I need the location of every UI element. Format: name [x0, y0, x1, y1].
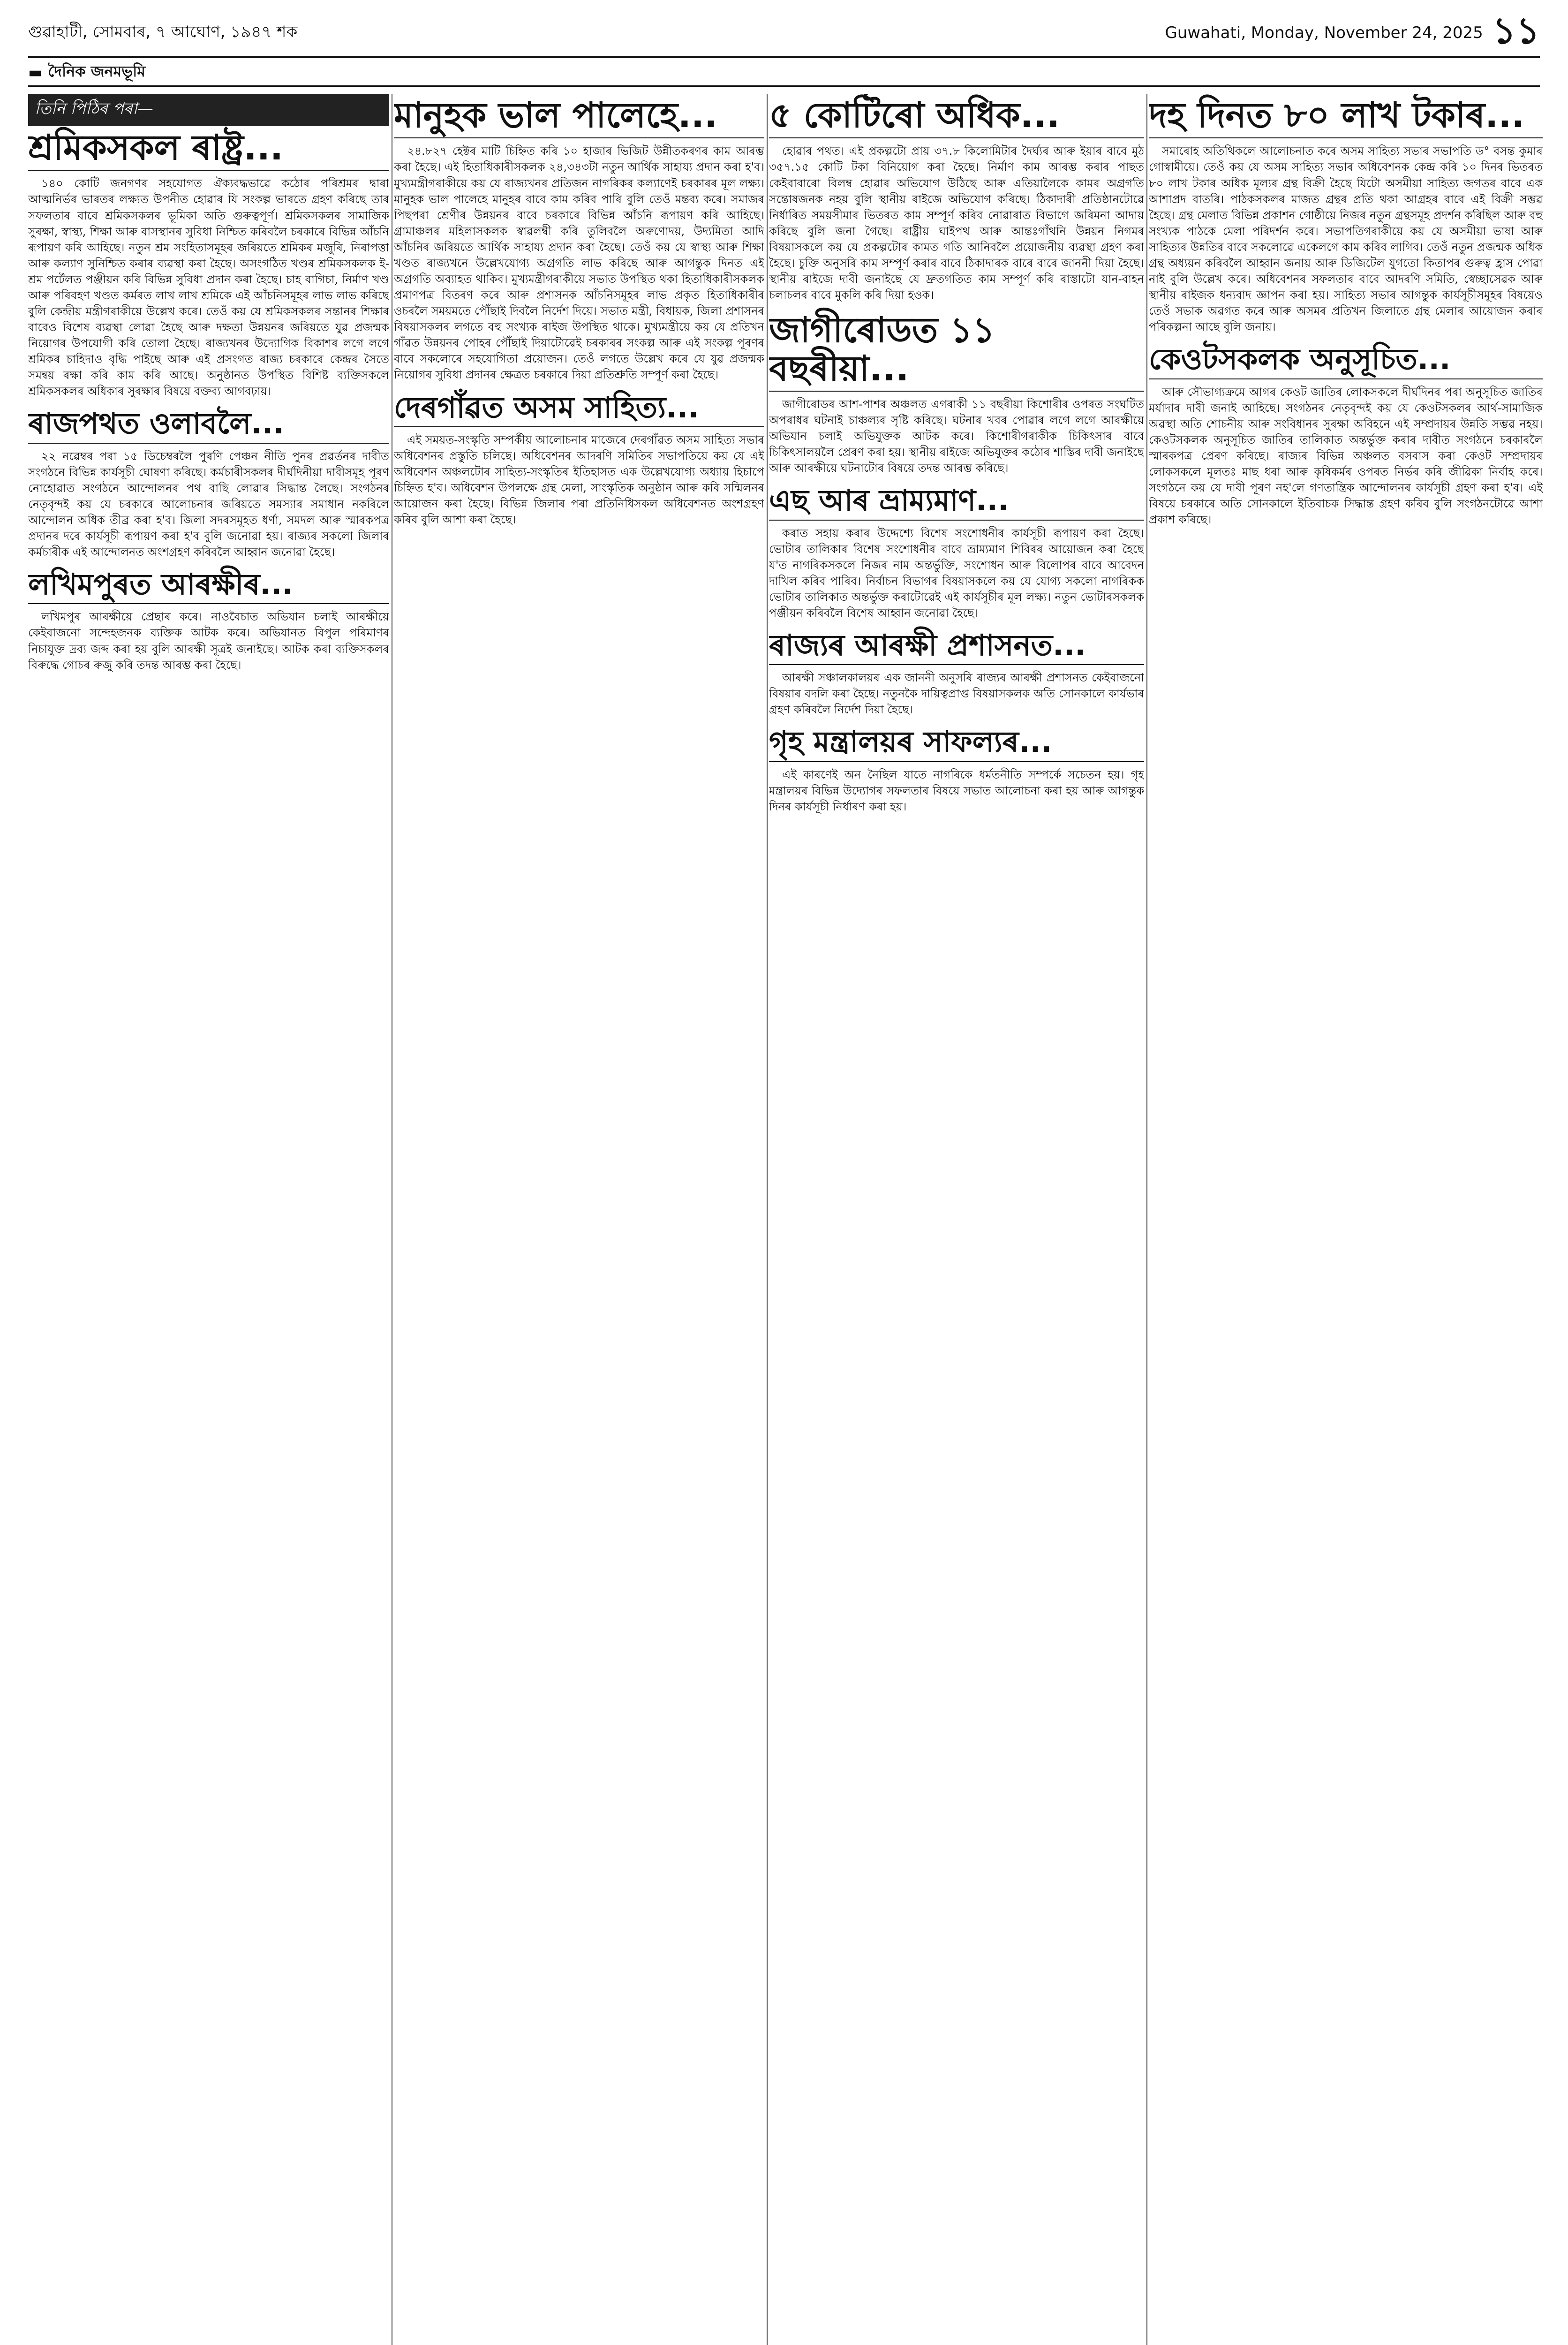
- article-sir-mobile: [769, 484, 1144, 621]
- page-header: [28, 9, 1540, 58]
- article-labourers: [28, 129, 389, 399]
- article-body: আৰক্ষী সঞ্চালকালয়ৰ এক জাননী অনুসৰি ৰাজ্যৰ আৰক্ষী প্ৰশাসনত কেইবাজনো বিষয়াৰ বদলি কৰা হৈছে। নতুনকৈ দায়িত্বপ্ৰাপ্ত বিষয়াসকলক অতি সোনকালে কাৰ্যভাৰ গ্ৰহণ কৰিবলৈ নিৰ্দেশ দিয়া হৈছে।: [769, 671, 1144, 717]
- column-1: [28, 94, 389, 2345]
- article-title: গৃহ মন্ত্ৰালয়ৰ সাফল্যৰ...: [769, 726, 1144, 762]
- article-rally: [28, 408, 389, 560]
- article-police-admin: [769, 629, 1144, 718]
- article-body: ২২ নৱেম্বৰ পৰা ১৫ ডিচেম্বৰলৈ পুৰণি পেঞ্চন নীতি পুনৰ প্ৰৱৰ্তনৰ দাবীত সংগঠনে বিভিন্ন কাৰ্যসূচী ঘোষণা কৰিছে। কৰ্মচাৰীসকলৰ দীৰ্ঘদিনীয়া দাবীসমূহ পূৰণ নোহোৱাত সংগঠনে আন্দোলনৰ পথ বাছি লোৱাৰ সিদ্ধান্ত লৈছে। সংগঠনৰ নেতৃবৃন্দই কয় যে চৰকাৰে আলোচনাৰ জৰিয়তে সমস্যাৰ সমাধান নকৰিলে আন্দোলন অধিক তীব্ৰ কৰা হ'ব। জিলা সদৰসমূহত ধৰ্ণা, সমদল আৰু স্মাৰকপত্ৰ প্ৰদানৰ দৰে কাৰ্যসূচী ৰূপায়ণ কৰা হ'ব বুলি জনোৱা হয়। ৰাজ্যৰ সকলো জিলাৰ কৰ্মচাৰীক এই আন্দোলনত অংশগ্ৰহণ কৰিবলৈ আহ্বান জনোৱা হৈছে।: [28, 449, 389, 559]
- article-body: সমাৰোহ অতিথিকলে আলোচনাত কৰে অসম সাহিত্য সভাৰ সভাপতি ড° বসন্ত কুমাৰ গোস্বামীয়ে। তেওঁ কয় যে অসম সাহিত্য সভাৰ অধিবেশনক কেন্দ্ৰ কৰি ১০ দিনৰ ভিতৰত ৮০ লাখ টকাৰ অধিক মূল্যৰ গ্ৰন্থ বিক্ৰী হৈছে যিটো অসমীয়া সাহিত্য জগতৰ বাবে এক আশাপ্ৰদ বাতৰি। পাঠকসকলৰ মাজত গ্ৰন্থৰ প্ৰতি থকা আগ্ৰহৰ বাবে এই বিক্ৰী সম্ভৱ হৈছে। গ্ৰন্থ মেলাত বিভিন্ন প্ৰকাশন গোষ্ঠীয়ে নিজৰ নতুন গ্ৰন্থসমূহ প্ৰদৰ্শন কৰিছিল আৰু বহু সংখ্যক পাঠকে মেলা পৰিদৰ্শন কৰে। সভাপতিগৰাকীয়ে কয় যে অসমীয়া ভাষা আৰু সাহিত্যৰ উন্নতিৰ বাবে সকলোৱে একেলগে কাম কৰিব লাগিব। তেওঁ নতুন প্ৰজন্মক অধিক গ্ৰন্থ অধ্যয়ন কৰিবলৈ আহ্বান জনায় আৰু ডিজিটেল যুগতো কিতাপৰ গুৰুত্ব হ্ৰাস পোৱা নাই বুলি উল্লেখ কৰে। অধিবেশনৰ সফলতাৰ বাবে আদৰণি সমিতি, স্বেচ্ছাসেৱক আৰু স্থানীয় ৰাইজক ধন্যবাদ জ্ঞাপন কৰা হয়। সাহিত্য সভাৰ আগন্তুক কাৰ্যসূচীসমূহৰ বিষয়েও তেওঁ সভাক অৱগত কৰে আৰু অসমৰ প্ৰতিখন জিলাতে গ্ৰন্থ মেলাৰ আয়োজন কৰাৰ পৰিকল্পনা আছে বুলি জনায়।: [1149, 144, 1543, 334]
- paper-name-text: দৈনিক জনমভূমি: [48, 62, 146, 80]
- paper-name: ▬ দৈনিক জনমভূমি: [28, 59, 1540, 87]
- article-body: আৰু সৌভাগ্যক্ৰমে আগৰ কেওট জাতিৰ লোকসকলে দীৰ্ঘদিনৰ পৰা অনুসূচিত জাতিৰ মৰ্যাদাৰ দাবী জনাই আহিছে। সংগঠনৰ নেতৃবৃন্দই কয় যে কেওটসকলৰ আৰ্থ-সামাজিক অৱস্থা অতি শোচনীয় আৰু সংবিধানৰ সুৰক্ষা অবিহনে এই সম্প্ৰদায়ৰ উন্নতি সম্ভৱ নহয়। কেওটসকলক অনুসূচিত জাতিৰ তালিকাত অন্তৰ্ভুক্ত কৰাৰ দাবীত সংগঠনে চৰকাৰলৈ স্মাৰকপত্ৰ প্ৰেৰণ কৰিছে। ৰাজ্যৰ বিভিন্ন অঞ্চলত বসবাস কৰা কেওট সম্প্ৰদায়ৰ লোকসকলে মূলতঃ মাছ ধৰা আৰু কৃষিকৰ্মৰ ওপৰত নিৰ্ভৰ কৰি জীৱিকা নিৰ্বাহ কৰে। সংগঠনে কয় যে দাবী পূৰণ নহ'লে গণতান্ত্ৰিক আন্দোলনৰ কাৰ্যসূচী গ্ৰহণ কৰা হ'ব। এই বিষয়ে চৰকাৰে অতি সোনকালে ইতিবাচক সিদ্ধান্ত গ্ৰহণ কৰিব বুলি সংগঠনটোৱে আশা প্ৰকাশ কৰিছে।: [1149, 385, 1543, 527]
- article-body: জাগীৰোডৰ আশ-পাশৰ অঞ্চলত এগৰাকী ১১ বছৰীয়া কিশোৰীৰ ওপৰত সংঘটিত অপৰাধৰ ঘটনাই চাঞ্চল্যৰ সৃষ্টি কৰিছে। ঘটনাৰ খবৰ পোৱাৰ লগে লগে আৰক্ষীয়ে অভিযান চলাই অভিযুক্তক আটক কৰে। কিশোৰীগৰাকীক চিকিৎসাৰ বাবে চিকিৎসালয়লৈ প্ৰেৰণ কৰা হয়। স্থানীয় ৰাইজে অভিযুক্তৰ কঠোৰ শাস্তিৰ দাবী জনাইছে আৰু আৰক্ষীয়ে ঘটনাটোৰ বিষয়ে তদন্ত আৰম্ভ কৰিছে।: [769, 397, 1144, 475]
- article-book-sales: [1149, 97, 1543, 335]
- article-body: কৰাত সহায় কৰাৰ উদ্দেশ্যে বিশেষ সংশোধনীৰ কাৰ্যসূচী ৰূপায়ণ কৰা হৈছে। ভোটাৰ তালিকাৰ বিশেষ সংশোধনীৰ বাবে ভ্ৰাম্যমাণ শিবিৰৰ আয়োজন কৰা হৈছে য'ত নাগৰিকসকলে নিজৰ নাম অন্তৰ্ভুক্তি, সংশোধন আৰু বিলোপৰ বাবে আবেদন দাখিল কৰিব পাৰিব। নিৰ্বাচন বিভাগৰ বিষয়াসকলে কয় যে যোগ্য সকলো নাগৰিকক ভোটাৰ তালিকাত অন্তৰ্ভুক্ত কৰাটোৱেই এই কাৰ্যসূচীৰ মূল লক্ষ্য। নতুন ভোটাৰসকলক পঞ্জীয়ন কৰিবলৈ বিশেষ আহ্বান জনোৱা হৈছে।: [769, 526, 1144, 620]
- column-rule: [767, 94, 768, 2345]
- article-body: ১৪০ কোটি জনগণৰ সহযোগত ঐক্যবদ্ধভাৱে কঠোৰ পৰিশ্ৰমৰ দ্বাৰা আত্মনিৰ্ভৰ ভাৰতৰ লক্ষ্যত উপনীত হোৱাৰ যি সংকল্প ভাৰতে গ্ৰহণ কৰিছে তাৰ সফলতাৰ বাবে শ্ৰমিকসকলৰ ভূমিকা অতি গুৰুত্বপূৰ্ণ। শ্ৰমিকসকলৰ সামাজিক সুৰক্ষা, স্বাস্থ্য, শিক্ষা আৰু বাসস্থানৰ সুবিধা নিশ্চিত কৰিবলৈ চৰকাৰে বিভিন্ন আঁচনি ৰূপায়ণ কৰি আহিছে। নতুন শ্ৰম সংহিতাসমূহৰ জৰিয়তে শ্ৰমিকৰ মজুৰি, নিৰাপত্তা আৰু কল্যাণ সুনিশ্চিত কৰাৰ ব্যৱস্থা কৰা হৈছে। অসংগঠিত খণ্ডৰ শ্ৰমিকসকলক ই-শ্ৰম পৰ্টেলত পঞ্জীয়ন কৰি বিভিন্ন সুবিধা প্ৰদান কৰা হৈছে। চাহ বাগিচা, নিৰ্মাণ খণ্ড আৰু পৰিবহণ খণ্ডত কৰ্মৰত লাখ লাখ শ্ৰমিকে এই আঁচনিসমূহৰ লাভ লাভ কৰিছে বুলি কেন্দ্ৰীয় মন্ত্ৰীগৰাকীয়ে উল্লেখ কৰে। তেওঁ কয় যে শ্ৰমিকসকলৰ সন্তানৰ শিক্ষাৰ বাবেও বিশেষ ব্যৱস্থা লোৱা হৈছে আৰু দক্ষতা উন্নয়নৰ জৰিয়তে যুৱ প্ৰজন্মক নিয়োগৰ উপযোগী কৰি তোলা হৈছে। ৰাজ্যখনৰ উদ্যোগিক বিকাশৰ লগে লগে শ্ৰমিকৰ চাহিদাও বৃদ্ধি পাইছে আৰু এই প্ৰসংগত ৰাজ্য চৰকাৰে কেন্দ্ৰৰ সৈতে সমন্বয় ৰক্ষা কৰি কাম কৰি আছে। অনুষ্ঠানত উপস্থিত বিশিষ্ট ব্যক্তিসকলে শ্ৰমিকসকলৰ অধিকাৰ সুৰক্ষাৰ বিষয়ে বক্তব্য আগবঢ়ায়।: [28, 177, 389, 398]
- column-rule: [1146, 94, 1147, 2345]
- article-five-crore: [769, 97, 1144, 303]
- article-body: এই সময়ত-সংস্কৃতি সম্পৰ্কীয় আলোচনাৰ মাজেৰে দেৰগাঁৱত অসম সাহিত্য সভাৰ অধিবেশনৰ প্ৰস্তুতি চলিছে। অধিবেশনৰ আদৰণি সমিতিৰ সভাপতিয়ে কয় যে এই অধিবেশন অঞ্চলটোৰ সাহিত্য-সংস্কৃতিৰ ইতিহাসত এক উল্লেখযোগ্য অধ্যায় হিচাপে চিহ্নিত হ'ব। অধিবেশন উপলক্ষে গ্ৰন্থ মেলা, সাংস্কৃতিক অনুষ্ঠান আৰু কবি সন্মিলনৰ আয়োজন কৰা হৈছে। বিভিন্ন জিলাৰ পৰা প্ৰতিনিধিসকল অধিবেশনত অংশগ্ৰহণ কৰিব বুলি আশা কৰা হৈছে।: [394, 433, 764, 527]
- column-2: [394, 94, 764, 2345]
- date-assamese: গুৱাহাটী, সোমবাৰ, ৭ আঘোণ, ১৯৪৭ শক: [28, 22, 298, 41]
- article-jagiroad: [769, 311, 1144, 476]
- article-title: এছ আৰ ভ্ৰাম্যমাণ...: [769, 484, 1144, 520]
- article-love-people: [394, 97, 764, 383]
- article-title: ৰাজ্যৰ আৰক্ষী প্ৰশাসনত...: [769, 629, 1144, 665]
- article-keot-sc: [1149, 343, 1543, 528]
- continued-kicker: তিনি পিঠিৰ পৰা—: [28, 94, 389, 126]
- article-title: দেৰগাঁৱত অসম সাহিত্য...: [394, 392, 764, 427]
- article-title: ৰাজপথত ওলাবলৈ...: [28, 408, 389, 443]
- article-title: কেওটসকলক অনুসূচিত...: [1149, 343, 1543, 379]
- article-body: হোৱাৰ পথত। এই প্ৰকল্পটো প্ৰায় ৩৭.৮ কিলোমিটাৰ দৈৰ্ঘ্যৰ আৰু ইয়াৰ বাবে মুঠ ৩৫৭.১৫ কোটি টকা বিনিয়োগ কৰা হৈছে। নিৰ্মাণ কাম আৰম্ভ কৰাৰ পাছত কেইবাবাৰো বিলম্ব হোৱাৰ অভিযোগ উঠিছে আৰু এতিয়ালৈকে কামৰ অগ্ৰগতি সন্তোষজনক নহয় বুলি স্থানীয় ৰাইজে অভিযোগ কৰিছে। ঠিকাদাৰী প্ৰতিষ্ঠানটোৱে নিৰ্ধাৰিত সময়সীমাৰ ভিতৰত কাম সম্পূৰ্ণ কৰিব নোৱাৰাত বিভাগে জৰিমনা আদায় কৰিছে বুলি জনা গৈছে। ৰাষ্ট্ৰীয় ঘাইপথ আৰু আন্তঃগাঁথনি উন্নয়ন নিগমৰ বিষয়াসকলে কয় যে প্ৰকল্পটোৰ কামত গতি আনিবলৈ প্ৰয়োজনীয় ব্যৱস্থা গ্ৰহণ কৰা হৈছে। চুক্তি অনুসৰি কাম সম্পূৰ্ণ কৰাৰ বাবে ঠিকাদাৰক বাৰে বাৰে জাননী দিয়া হৈছে। স্থানীয় ৰাইজে দাবী জনাইছে যে দ্ৰুতগতিত কাম সম্পূৰ্ণ কৰি ৰাস্তাটো যান-বাহন চলাচলৰ বাবে মুকলি কৰি দিয়া হওক।: [769, 144, 1144, 302]
- article-title: দহ দিনত ৮০ লাখ টকাৰ...: [1149, 97, 1543, 138]
- column-3: [769, 94, 1144, 2345]
- article-body: এই কাৰণেই অন নৈছিল যাতে নাগৰিকে ধৰ্মতনীতি সম্পৰ্কে সচেতন হয়। গৃহ মন্ত্ৰালয়ৰ বিভিন্ন উদ্যোগৰ সফলতাৰ বিষয়ে সভাত আলোচনা কৰা হয় আৰু আগন্তুক দিনৰ কাৰ্যসূচী নিৰ্ধাৰণ কৰা হয়।: [769, 768, 1144, 813]
- article-title: মানুহক ভাল পালেহে...: [394, 97, 764, 138]
- article-body: লখিমপুৰ আৰক্ষীয়ে প্ৰেছাৰ কৰে। নাওবৈচাত অভিযান চলাই আৰক্ষীয়ে কেইবাজনো সন্দেহজনক ব্যক্তিক আটক কৰে। অভিযানত বিপুল পৰিমাণৰ নিচাযুক্ত দ্ৰব্য জব্দ কৰা হয় বুলি আৰক্ষী সূত্ৰই জনাইছে। আটক কৰা ব্যক্তিসকলৰ বিৰুদ্ধে গোচৰ ৰুজু কৰি তদন্ত আৰম্ভ কৰা হৈছে।: [28, 610, 389, 672]
- page-number: ১১: [1492, 10, 1540, 52]
- article-title: জাগীৰোডত ১১ বছৰীয়া...: [769, 311, 1144, 392]
- article-home-ministry: [769, 726, 1144, 814]
- column-4: [1149, 94, 1543, 2345]
- article-title: ৫ কোটিৰো অধিক...: [769, 97, 1144, 138]
- article-body: ২৪.৮২৭ হেক্টৰ মাটি চিহ্নিত কৰি ১০ হাজাৰ ভিজিট উন্নীতকৰণৰ কাম আৰম্ভ কৰা হৈছে। এই হিতাধিকাৰীসকলক ২৪,৩৪৩টা নতুন আৰ্থিক সাহায্য প্ৰদান কৰা হ'ব। মুখ্যমন্ত্ৰীগৰাকীয়ে কয় যে ৰাজ্যখনৰ প্ৰতিজন নাগৰিকৰ কল্যাণেই চৰকাৰৰ মূল লক্ষ্য। মানুহক ভাল পালেহে মানুহৰ বাবে কাম কৰিব পাৰি বুলি তেওঁ মন্তব্য কৰে। সমাজৰ পিছপৰা শ্ৰেণীৰ উন্নয়নৰ বাবে চৰকাৰে বিভিন্ন আঁচনি ৰূপায়ণ কৰি আহিছে। গ্ৰামাঞ্চলৰ মহিলাসকলক স্বাৱলম্বী কৰি তুলিবলৈ অৰুণোদয়, উদ্যমিতা আদি আঁচনিৰ জৰিয়তে আৰ্থিক সাহায্য প্ৰদান কৰা হৈছে। তেওঁ কয় যে স্বাস্থ্য আৰু শিক্ষা খণ্ডত ৰাজ্যখনে উল্লেখযোগ্য অগ্ৰগতি লাভ কৰিছে আৰু আগন্তুক দিনত এই অগ্ৰগতি অব্যাহত থাকিব। মুখ্যমন্ত্ৰীগৰাকীয়ে সভাত উপস্থিত থকা হিতাধিকাৰীসকলক প্ৰমাণপত্ৰ বিতৰণ কৰে আৰু প্ৰশাসনক আঁচনিসমূহৰ লাভ প্ৰকৃত হিতাধিকাৰীৰ ওচৰলৈ সময়মতে পৌঁছাই দিবলৈ নিৰ্দেশ দিয়ে। সভাত মন্ত্ৰী, বিধায়ক, জিলা প্ৰশাসনৰ বিষয়াসকলৰ লগতে বহু সংখ্যক ৰাইজ উপস্থিত থাকে। মুখ্যমন্ত্ৰীয়ে কয় যে প্ৰতিখন গাঁৱত উন্নয়নৰ পোহৰ পৌঁছাই দিয়াটোৱেই চৰকাৰৰ সংকল্প আৰু এই সংকল্প পূৰণৰ বাবে সকলোৰে সহযোগিতা প্ৰয়োজন। তেওঁ লগতে উল্লেখ কৰে যে যুৱ প্ৰজন্মক নিয়োগৰ সুবিধা প্ৰদানৰ ক্ষেত্ৰত চৰকাৰে দিয়া প্ৰতিশ্ৰুতি সম্পূৰ্ণ কৰা হৈছে।: [394, 144, 764, 382]
- article-title: শ্ৰমিকসকল ৰাষ্ট্ৰ...: [28, 129, 389, 171]
- article-dergaon-literature: [394, 392, 764, 528]
- article-title: লখিমপুৰত আৰক্ষীৰ...: [28, 568, 389, 604]
- article-lakhimpur-police: [28, 568, 389, 673]
- date-english: Guwahati, Monday, November 24, 2025: [1165, 23, 1483, 42]
